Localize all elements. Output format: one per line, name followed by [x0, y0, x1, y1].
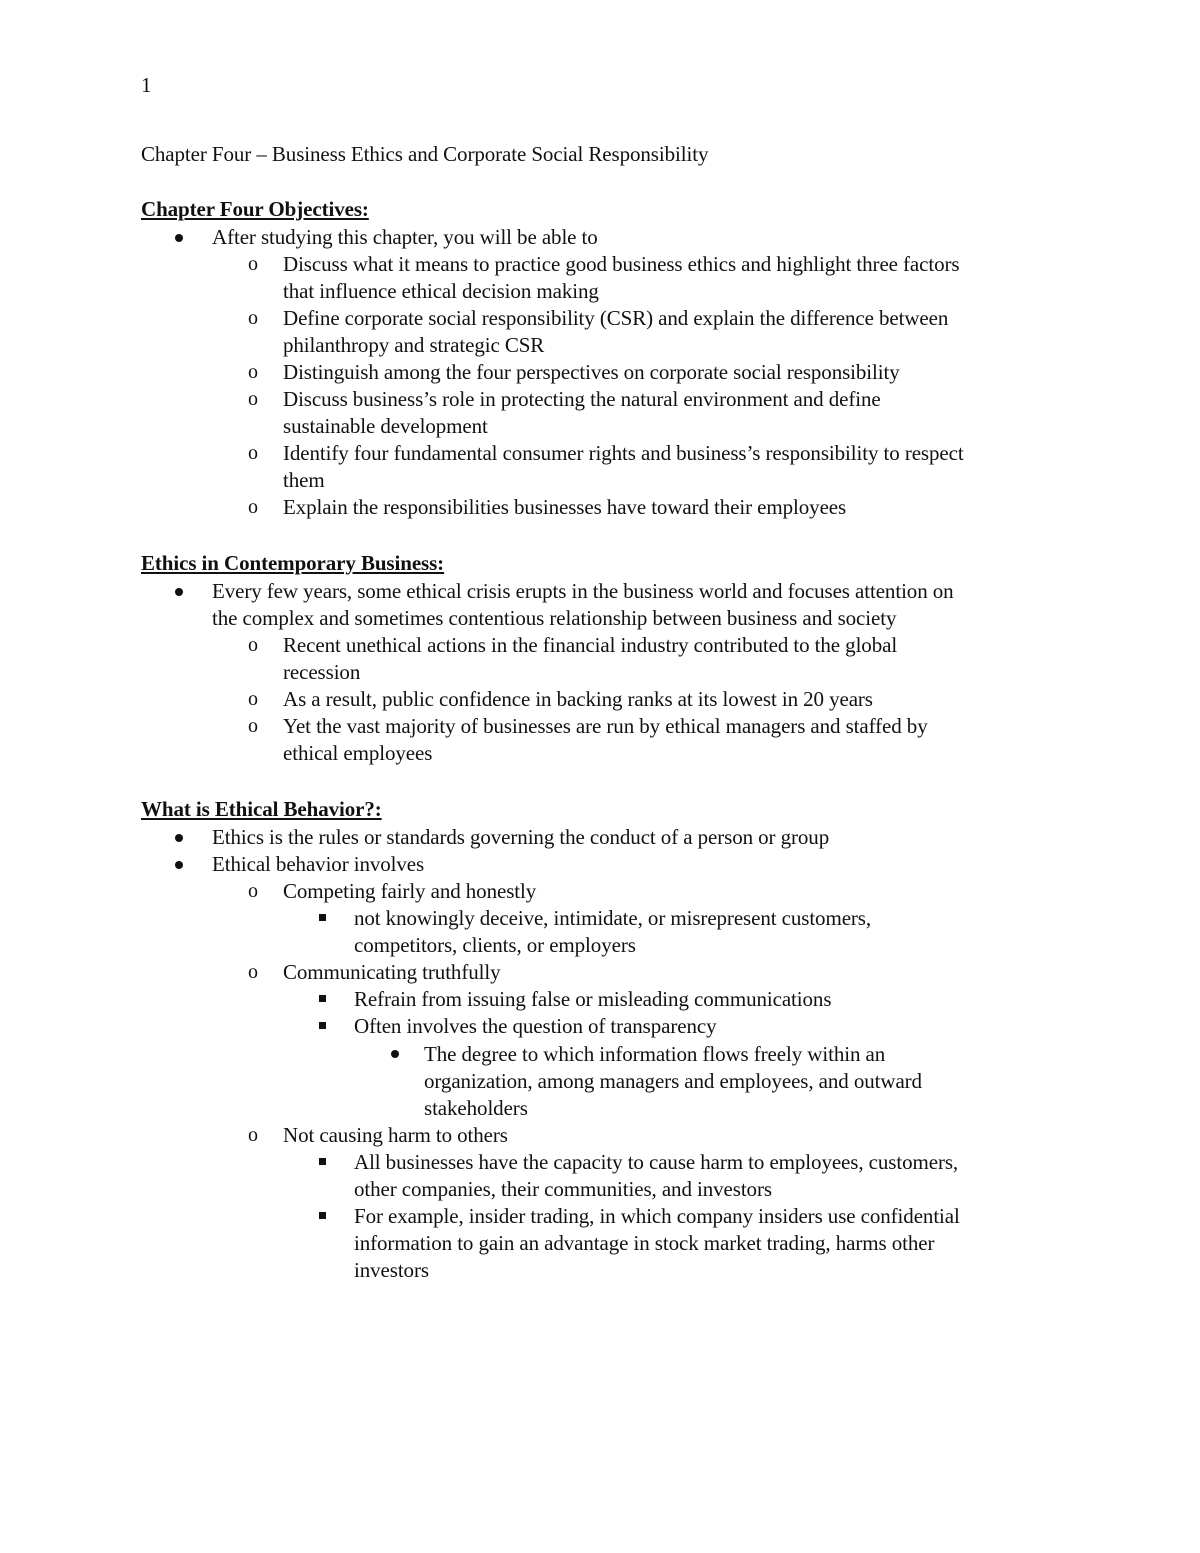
contemporary-item-cont: ethical employees: [283, 741, 433, 765]
bullet-disc: [175, 588, 183, 596]
objective-item-cont: philanthropy and strategic CSR: [283, 333, 545, 357]
bullet-square: [319, 1022, 326, 1029]
behavior-sub-item: All businesses have the capacity to cause harm to employees, customers,: [354, 1150, 959, 1174]
bullet-circle: o: [248, 961, 258, 983]
behavior-bullet: Ethical behavior involves: [212, 852, 425, 876]
bullet-square: [319, 995, 326, 1002]
heading-objectives: Chapter Four Objectives:: [141, 197, 369, 221]
contemporary-item: Yet the vast majority of businesses are run by ethical managers and staffed by: [283, 714, 928, 738]
bullet-circle: o: [248, 634, 258, 656]
bullet-circle: o: [248, 1124, 258, 1146]
behavior-sub-item-cont: other companies, their communities, and investors: [354, 1177, 772, 1201]
behavior-bullet: Ethics is the rules or standards governing the conduct of a person or group: [212, 825, 830, 849]
objective-item-cont: that influence ethical decision making: [283, 279, 599, 303]
behavior-deep-item: The degree to which information flows freely within an: [424, 1042, 886, 1066]
bullet-square: [319, 914, 326, 921]
bullet-square: [319, 1212, 326, 1219]
objective-item: Define corporate social responsibility (CSR) and explain the difference between: [283, 306, 949, 330]
document-title: Chapter Four – Business Ethics and Corporate Social Responsibility: [141, 142, 709, 166]
bullet-circle: o: [248, 442, 258, 464]
bullet-circle: o: [248, 307, 258, 329]
bullet-disc: [175, 234, 183, 242]
behavior-sub-item: not knowingly deceive, intimidate, or misrepresent customers,: [354, 906, 872, 930]
behavior-deep-item-cont: stakeholders: [424, 1096, 528, 1120]
objective-item-cont: them: [283, 468, 325, 492]
bullet-square: [319, 1158, 326, 1165]
contemporary-bullet-cont: the complex and sometimes contentious relationship between business and society: [212, 606, 897, 630]
page-number: 1: [141, 73, 152, 97]
objective-item: Explain the responsibilities businesses have toward their employees: [283, 495, 847, 519]
behavior-sub-item-cont: competitors, clients, or employers: [354, 933, 636, 957]
bullet-disc: [175, 834, 183, 842]
objective-item: Distinguish among the four perspectives on corporate social responsibility: [283, 360, 900, 384]
bullet-circle: o: [248, 715, 258, 737]
bullet-circle: o: [248, 388, 258, 410]
behavior-sub-label: Not causing harm to others: [283, 1123, 508, 1147]
objective-item-cont: sustainable development: [283, 414, 488, 438]
objective-item: Discuss business’s role in protecting the natural environment and define: [283, 387, 881, 411]
behavior-sub-item-cont: investors: [354, 1258, 429, 1282]
contemporary-bullet: Every few years, some ethical crisis erupts in the business world and focuses attention on: [212, 579, 954, 603]
behavior-sub-item-cont: information to gain an advantage in stock market trading, harms other: [354, 1231, 935, 1255]
contemporary-item-cont: recession: [283, 660, 361, 684]
bullet-circle: o: [248, 688, 258, 710]
behavior-deep-item-cont: organization, among managers and employees, and outward: [424, 1069, 922, 1093]
bullet-disc: [175, 861, 183, 869]
contemporary-item: Recent unethical actions in the financial industry contributed to the global: [283, 633, 898, 657]
bullet-circle: o: [248, 880, 258, 902]
objective-item: Identify four fundamental consumer rights and business’s responsibility to respect: [283, 441, 964, 465]
bullet-disc: [391, 1050, 399, 1058]
behavior-sub-item: Refrain from issuing false or misleading communications: [354, 987, 832, 1011]
bullet-circle: o: [248, 496, 258, 518]
contemporary-item: As a result, public confidence in backing ranks at its lowest in 20 years: [283, 687, 873, 711]
heading-contemporary: Ethics in Contemporary Business:: [141, 551, 445, 575]
objective-item: Discuss what it means to practice good business ethics and highlight three factors: [283, 252, 960, 276]
behavior-sub-label: Communicating truthfully: [283, 960, 501, 984]
heading-behavior: What is Ethical Behavior?:: [141, 797, 382, 821]
bullet-circle: o: [248, 253, 258, 275]
bullet-circle: o: [248, 361, 258, 383]
behavior-sub-item: For example, insider trading, in which company insiders use confidential: [354, 1204, 960, 1228]
behavior-sub-label: Competing fairly and honestly: [283, 879, 537, 903]
behavior-sub-item: Often involves the question of transparency: [354, 1014, 717, 1038]
objectives-intro: After studying this chapter, you will be able to: [212, 225, 598, 249]
